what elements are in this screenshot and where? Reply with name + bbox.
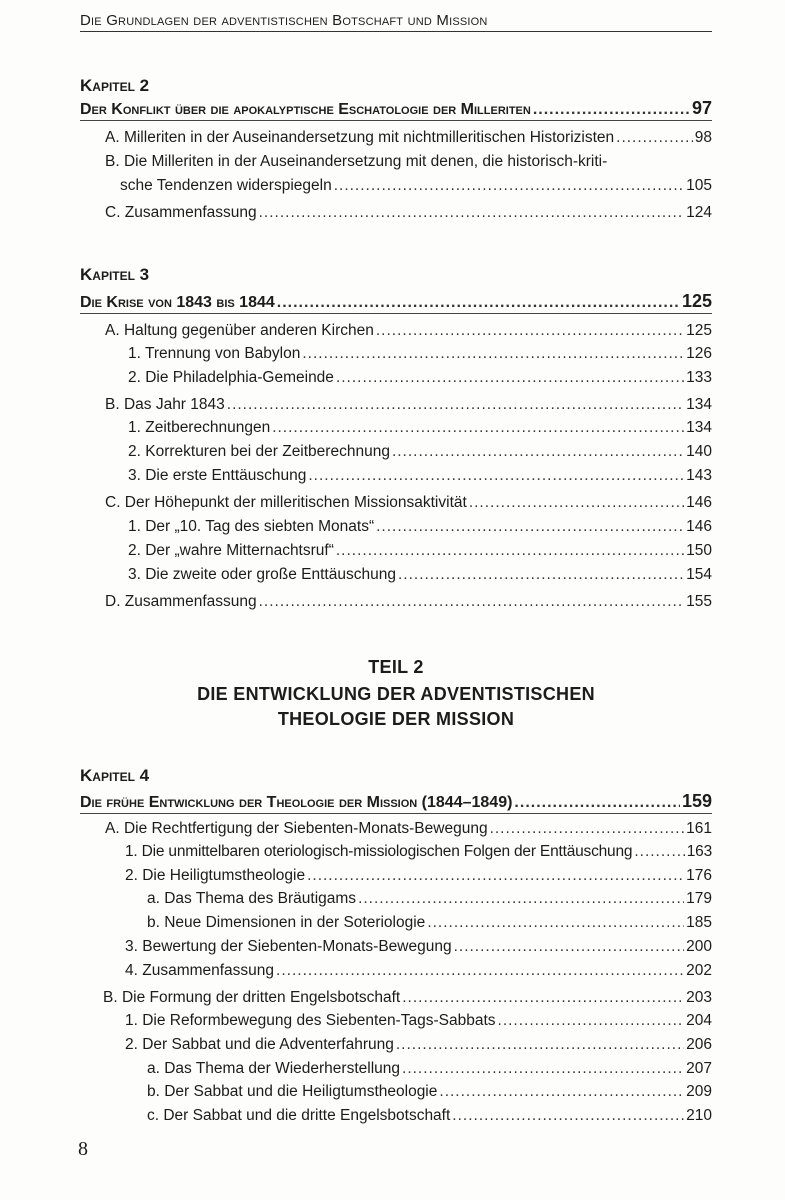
toc-entry-page: 179 bbox=[686, 890, 712, 907]
toc-entry-page: 202 bbox=[686, 962, 712, 979]
part-2-label: TEIL 2 bbox=[368, 657, 424, 677]
toc-entry-text: 3. Bewertung der Siebenten-Monats-Bewegung bbox=[125, 938, 452, 955]
toc-entry[interactable] bbox=[103, 989, 712, 1007]
leader-dots bbox=[396, 1036, 684, 1054]
toc-entry-text: 2. Die Philadelphia-Gemeinde bbox=[128, 369, 334, 386]
toc-entry-text: 2. Der Sabbat und die Adventerfahrung bbox=[125, 1036, 394, 1053]
toc-entry-page: 154 bbox=[686, 566, 712, 583]
toc-entry-page: 124 bbox=[686, 204, 712, 221]
leader-dots bbox=[452, 1107, 684, 1125]
chapter-3-page: 125 bbox=[681, 291, 712, 311]
toc-entry-page: 209 bbox=[686, 1083, 712, 1100]
leader-dots bbox=[308, 467, 684, 485]
chapter-3-title-entry[interactable] bbox=[80, 291, 712, 312]
toc-entry-text: 1. Trennung von Babylon bbox=[128, 345, 301, 362]
running-head: Die Grundlagen der adventistischen Botschaft und Mission bbox=[80, 12, 712, 32]
leader-dots bbox=[533, 101, 690, 119]
toc-entry[interactable] bbox=[125, 843, 712, 861]
toc-entry-text: C. Der Höhepunkt der milleritischen Missionsaktivität bbox=[105, 494, 467, 511]
chapter-2-title-entry[interactable] bbox=[80, 98, 712, 119]
page-number: 8 bbox=[78, 1138, 88, 1160]
toc-entry[interactable] bbox=[147, 1107, 712, 1125]
toc-entry-page: 210 bbox=[686, 1107, 712, 1124]
leader-dots bbox=[376, 322, 684, 340]
chapter-2-title: Der Konflikt über die apokalyptische Eschatologie der Milleriten bbox=[80, 101, 531, 118]
leader-dots bbox=[490, 820, 685, 838]
leader-dots bbox=[398, 566, 684, 584]
leader-dots bbox=[454, 938, 685, 956]
leader-dots bbox=[334, 177, 684, 195]
toc-entry-page: 134 bbox=[686, 396, 712, 413]
chapter-3-label: Kapitel 3 bbox=[80, 265, 150, 284]
toc-entry-text: 1. Die Reformbewegung des Siebenten-Tags-Sabbats bbox=[125, 1012, 496, 1029]
leader-dots bbox=[469, 494, 684, 512]
toc-entry-page: 126 bbox=[686, 345, 712, 362]
leader-dots bbox=[634, 843, 684, 861]
leader-dots bbox=[336, 542, 684, 560]
leader-dots bbox=[302, 345, 684, 363]
toc-entry-text: A. Die Rechtfertigung der Siebenten-Monats-Bewegung bbox=[105, 820, 488, 837]
leader-dots bbox=[498, 1012, 685, 1030]
leader-dots bbox=[376, 518, 684, 536]
toc-entry-page: 146 bbox=[686, 518, 712, 535]
toc-entry[interactable] bbox=[125, 867, 712, 885]
toc-entry[interactable] bbox=[128, 345, 712, 363]
leader-dots bbox=[514, 794, 680, 812]
toc-entry-page: 185 bbox=[686, 914, 712, 931]
toc-entry-text: B. Die Milleriten in der Auseinandersetzung mit denen, die historisch-kriti- bbox=[105, 153, 608, 170]
leader-dots bbox=[358, 890, 684, 908]
toc-entry[interactable] bbox=[128, 542, 712, 560]
toc-entry[interactable] bbox=[128, 369, 712, 387]
toc-entry-text: A. Haltung gegenüber anderen Kirchen bbox=[105, 322, 374, 339]
toc-entry[interactable] bbox=[105, 494, 712, 512]
leader-dots bbox=[336, 369, 684, 387]
toc-entry-text: c. Der Sabbat und die dritte Engelsbotschaft bbox=[147, 1107, 451, 1124]
toc-entry-page: 203 bbox=[686, 989, 712, 1006]
toc-entry[interactable] bbox=[125, 962, 712, 980]
leader-dots bbox=[616, 129, 693, 147]
leader-dots bbox=[402, 989, 684, 1007]
toc-entry-text: a. Das Thema der Wiederherstellung bbox=[147, 1060, 401, 1077]
chapter-2-rule bbox=[80, 120, 712, 121]
toc-entry-page: 150 bbox=[686, 542, 712, 559]
toc-entry-text: 4. Zusammenfassung bbox=[125, 962, 275, 979]
leader-dots bbox=[276, 962, 684, 980]
chapter-4-rule bbox=[80, 813, 712, 814]
toc-entry-text: A. Milleriten in der Auseinandersetzung mit nichtmilleritischen Historizisten bbox=[105, 129, 615, 146]
toc-entry[interactable] bbox=[105, 396, 712, 414]
toc-entry[interactable] bbox=[105, 593, 712, 611]
leader-dots bbox=[227, 396, 684, 414]
chapter-4-page: 159 bbox=[681, 791, 712, 811]
chapter-4-label: Kapitel 4 bbox=[80, 766, 150, 785]
leader-dots bbox=[259, 593, 685, 611]
toc-entry-text: 2. Die Heiligtumstheologie bbox=[125, 867, 306, 884]
toc-entry-page: 105 bbox=[686, 177, 712, 194]
toc-entry[interactable] bbox=[120, 177, 712, 195]
toc-entry-page: 200 bbox=[686, 938, 712, 955]
toc-entry-text: b. Neue Dimensionen in der Soteriologie bbox=[147, 914, 426, 931]
toc-entry-text: 1. Die unmittelbaren oteriologisch-missiologischen Folgen der Enttäuschung bbox=[125, 843, 633, 860]
toc-entry-page: 206 bbox=[686, 1036, 712, 1053]
toc-entry[interactable] bbox=[125, 1036, 712, 1054]
toc-entry[interactable] bbox=[128, 443, 712, 461]
part-2-title-line-2: THEOLOGIE DER MISSION bbox=[277, 709, 515, 729]
toc-entry-text: b. Der Sabbat und die Heiligtumstheologie bbox=[147, 1083, 438, 1100]
toc-entry-page: 146 bbox=[686, 494, 712, 511]
chapter-2-label: Kapitel 2 bbox=[80, 76, 150, 95]
chapter-2-page: 97 bbox=[691, 98, 712, 118]
toc-entry-text: 3. Die erste Enttäuschung bbox=[128, 467, 307, 484]
toc-entry-page: 98 bbox=[694, 129, 712, 146]
toc-entry-page: 163 bbox=[686, 843, 712, 860]
chapter-3-title: Die Krise von 1843 bis 1844 bbox=[80, 294, 275, 311]
toc-entry-text: 3. Die zweite oder große Enttäuschung bbox=[128, 566, 396, 583]
toc-entry[interactable] bbox=[105, 322, 712, 340]
toc-entry-text: 1. Der „10. Tag des siebten Monats“ bbox=[128, 518, 375, 535]
leader-dots bbox=[307, 867, 684, 885]
toc-entry[interactable] bbox=[105, 129, 712, 147]
toc-entry-page: 176 bbox=[686, 867, 712, 884]
toc-entry[interactable] bbox=[128, 566, 712, 584]
toc-entry-text: D. Zusammenfassung bbox=[105, 593, 257, 610]
chapter-4-title: Die frühe Entwicklung der Theologie der Mission (1844–1849) bbox=[80, 794, 513, 811]
toc-entry-text: sche Tendenzen widerspiegeln bbox=[120, 177, 332, 194]
toc-entry-page: 204 bbox=[686, 1012, 712, 1029]
toc-entry[interactable] bbox=[147, 914, 712, 932]
toc-entry-text: 2. Der „wahre Mitternachtsruf“ bbox=[128, 542, 334, 559]
leader-dots bbox=[392, 443, 684, 461]
toc-entry-page: 125 bbox=[686, 322, 712, 339]
toc-entry-text: C. Zusammenfassung bbox=[105, 204, 257, 221]
toc-entry[interactable] bbox=[128, 467, 712, 485]
toc-entry[interactable] bbox=[147, 1060, 712, 1078]
leader-dots bbox=[272, 419, 684, 437]
toc-entry-page: 134 bbox=[686, 419, 712, 436]
part-2-title-line-1: DIE ENTWICKLUNG DER ADVENTISTISCHEN bbox=[197, 684, 595, 704]
toc-entry-page: 143 bbox=[686, 467, 712, 484]
leader-dots bbox=[259, 204, 685, 222]
toc-entry[interactable] bbox=[147, 890, 712, 908]
toc-entry[interactable] bbox=[105, 204, 712, 222]
toc-entry-page: 140 bbox=[686, 443, 712, 460]
toc-entry-text: B. Das Jahr 1843 bbox=[105, 396, 225, 413]
leader-dots bbox=[402, 1060, 684, 1078]
chapter-3-rule bbox=[80, 313, 712, 314]
toc-entry[interactable] bbox=[147, 1083, 712, 1101]
toc-entry-text: a. Das Thema des Bräutigams bbox=[147, 890, 357, 907]
toc-entry-text: 2. Korrekturen bei der Zeitberechnung bbox=[128, 443, 390, 460]
leader-dots bbox=[427, 914, 684, 932]
toc-entry-page: 155 bbox=[686, 593, 712, 610]
toc-entry-text: 1. Zeitberechnungen bbox=[128, 419, 271, 436]
chapter-4-title-entry[interactable] bbox=[80, 791, 712, 812]
toc-entry[interactable] bbox=[105, 820, 712, 838]
toc-entry-text: B. Die Formung der dritten Engelsbotschaft bbox=[103, 989, 401, 1006]
leader-dots bbox=[439, 1083, 684, 1101]
toc-entry[interactable] bbox=[128, 518, 712, 536]
leader-dots bbox=[277, 294, 680, 312]
toc-entry-page: 161 bbox=[686, 820, 712, 837]
toc-entry[interactable] bbox=[125, 1012, 712, 1030]
toc-entry[interactable] bbox=[128, 419, 712, 437]
toc-entry-page: 207 bbox=[686, 1060, 712, 1077]
toc-entry[interactable] bbox=[105, 153, 712, 171]
toc-entry[interactable] bbox=[125, 938, 712, 956]
toc-entry-page: 133 bbox=[686, 369, 712, 386]
